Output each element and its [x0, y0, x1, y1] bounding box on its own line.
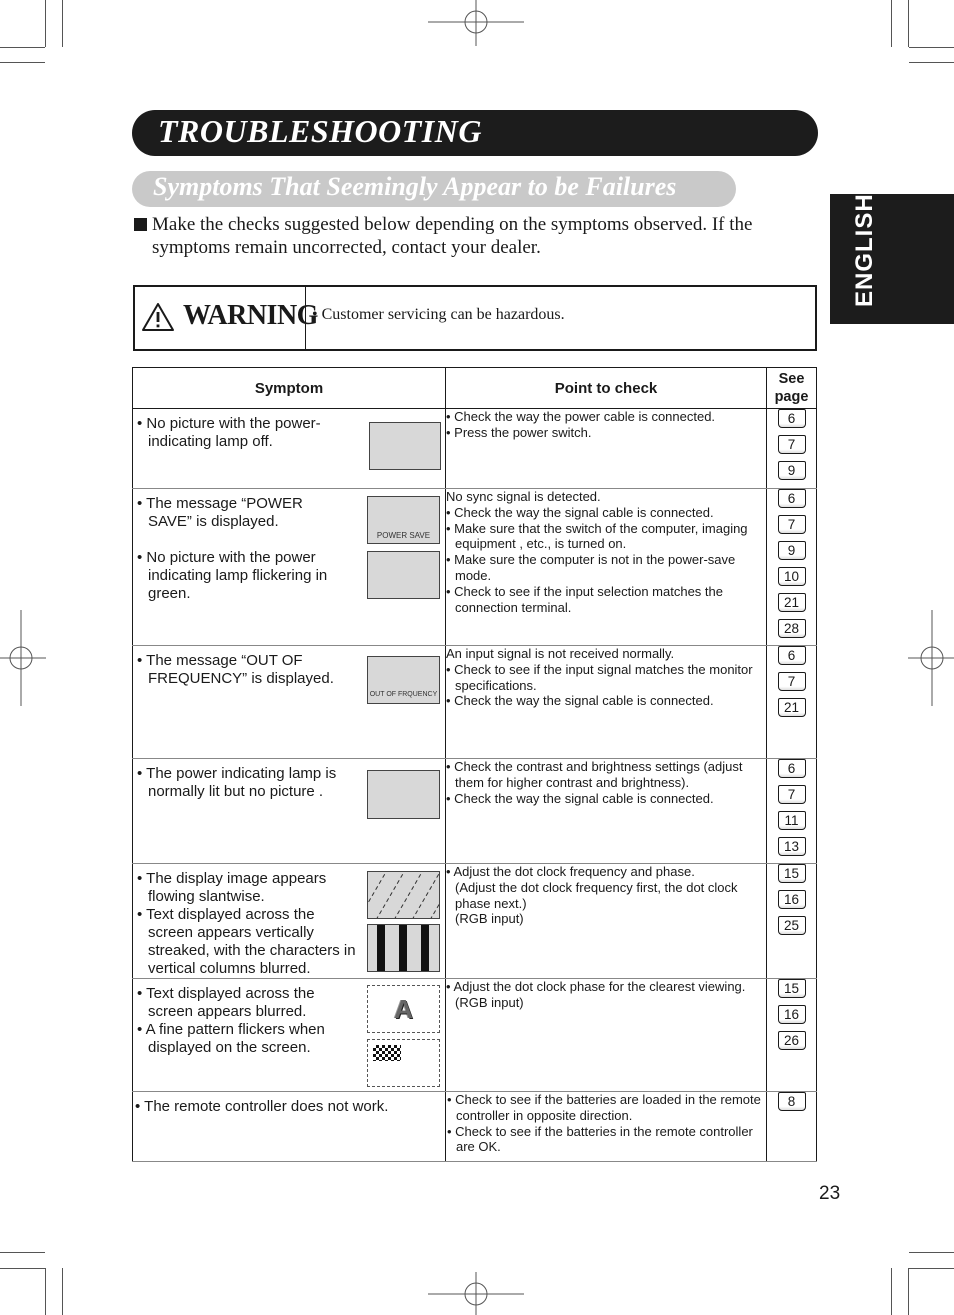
table-row — [133, 759, 817, 864]
crop-mark — [62, 0, 63, 47]
crop-mark — [62, 1268, 63, 1315]
symptom-cell — [133, 759, 446, 864]
crop-mark — [909, 62, 954, 63]
table-row — [133, 489, 817, 646]
out-of-frequency-screen-image — [367, 656, 440, 704]
table-row — [133, 1092, 817, 1162]
symptom-header: Symptom — [133, 368, 446, 409]
power-save-screen-image — [367, 496, 440, 544]
point-text: • Make sure the computer is not in the power-save mode. — [446, 552, 736, 583]
section-title: Symptoms That Seemingly Appear to be Failures — [153, 172, 677, 201]
blurred-letter-screen-image — [367, 985, 440, 1033]
point-extra: (RGB input) — [455, 911, 524, 927]
point-text: • Check to see if the batteries in the remote controller are OK. — [447, 1123, 753, 1155]
crop-mark — [0, 47, 45, 48]
symptom-cell — [133, 409, 446, 489]
point-lead: No sync signal is detected. — [446, 489, 601, 504]
page-ref: 9 — [778, 461, 806, 480]
table-row — [133, 646, 817, 759]
point-cell — [446, 979, 767, 1092]
slant-lines-screen-image — [367, 871, 440, 919]
point-header: Point to check — [446, 368, 767, 409]
page-ref: 16 — [778, 890, 806, 909]
crop-mark — [0, 1252, 45, 1253]
page-ref: 6 — [778, 759, 806, 778]
point-text: • Check the way the power cable is connected. — [446, 409, 716, 424]
point-cell — [446, 409, 767, 489]
page-ref: 25 — [778, 916, 806, 935]
point-text: • Check to see if the batteries are loaded in the remote controller in opposite direction. — [447, 1092, 761, 1123]
warning-triangle-icon — [141, 302, 175, 332]
blank-screen-image — [367, 770, 440, 819]
point-text: • Press the power switch. — [446, 424, 592, 440]
vertical-streaks-screen-image — [367, 924, 440, 972]
point-cell — [446, 1092, 767, 1162]
title-banner — [132, 110, 818, 156]
crop-mark — [909, 47, 954, 48]
point-text: • Check to see if the input signal matches the monitor specifications. — [446, 661, 753, 693]
page-cell — [767, 979, 817, 1092]
troubleshooting-table — [132, 367, 817, 1162]
symptom-text: • Text displayed across the screen appears vertically streaked, with the characters in vertical columns blurred. — [137, 906, 356, 977]
crop-mark — [0, 1268, 45, 1269]
crop-mark — [908, 1268, 909, 1315]
point-text: • Check the way the signal cable is connected. — [446, 790, 714, 806]
page-ref: 11 — [778, 811, 806, 830]
symptom-cell — [133, 646, 446, 759]
page-cell — [767, 864, 817, 979]
page-ref: 21 — [778, 593, 806, 612]
point-extra: (RGB input) — [455, 994, 524, 1010]
page-ref: 26 — [778, 1031, 806, 1050]
page-ref: 9 — [778, 541, 806, 560]
warning-label: WARNING — [183, 300, 318, 331]
symptom-text: • The power indicating lamp is normally lit but no picture . — [137, 765, 337, 800]
blurred-letter: A — [394, 994, 413, 1024]
point-text: • Check the way the signal cable is connected. — [446, 504, 714, 520]
page-ref: 7 — [778, 672, 806, 691]
symptom-text: • Text displayed across the screen appears blurred. — [137, 985, 315, 1020]
point-extra: (Adjust the dot clock frequency first, the dot clock phase next.) — [455, 879, 738, 911]
language-tab — [830, 194, 954, 324]
crop-mark — [891, 0, 892, 47]
symptom-text: • No picture with the power-indicating lamp off. — [137, 415, 321, 450]
page-header-line2: page — [774, 389, 809, 405]
page-header-line1: See — [778, 371, 805, 387]
page-ref: 7 — [778, 515, 806, 534]
language-label: ENGLISH — [851, 193, 878, 307]
page-ref: 7 — [778, 435, 806, 454]
crop-mark — [0, 62, 45, 63]
page-ref: 21 — [778, 698, 806, 717]
page-cell — [767, 759, 817, 864]
page-title: TROUBLESHOOTING — [158, 113, 482, 149]
warning-label-cell — [135, 287, 318, 349]
point-cell — [446, 646, 767, 759]
checker-pattern-screen-image — [367, 1039, 440, 1087]
symptom-text: • A fine pattern flickers when displayed on the screen. — [137, 1021, 325, 1056]
subtitle-banner — [132, 171, 736, 207]
symptom-text: • The display image appears flowing slantwise. — [137, 870, 327, 905]
point-text: • Adjust the dot clock frequency and phase. — [446, 864, 695, 879]
screen-caption: OUT OF FRQUENCY — [369, 691, 438, 698]
registration-mark-icon — [908, 610, 954, 706]
symptom-text: • The message “POWER SAVE” is displayed. — [137, 495, 303, 530]
table-row — [133, 864, 817, 979]
point-text: • Check the way the signal cable is connected. — [446, 693, 714, 709]
warning-box — [133, 285, 817, 351]
registration-mark-icon — [428, 0, 524, 48]
blank-screen-image — [369, 422, 441, 470]
page-ref: 6 — [778, 646, 806, 665]
page-ref: 8 — [778, 1092, 806, 1111]
crop-mark — [909, 1252, 954, 1253]
point-cell — [446, 864, 767, 979]
page-ref: 10 — [778, 567, 806, 586]
page-number: 23 — [819, 1183, 841, 1204]
point-lead: An input signal is not received normally. — [446, 646, 675, 661]
point-text: • Check the contrast and brightness settings (adjust them for higher contrast and brightness). — [446, 759, 743, 790]
crop-mark — [45, 1268, 46, 1315]
symptom-cell — [133, 864, 446, 979]
page-ref: 13 — [778, 837, 806, 856]
crop-mark — [909, 1268, 954, 1269]
page-ref: 28 — [778, 619, 806, 638]
page-ref: 16 — [778, 1005, 806, 1024]
page-cell — [767, 409, 817, 489]
page-ref: 6 — [778, 489, 806, 508]
table-row — [133, 409, 817, 489]
point-text: • Make sure that the switch of the computer, imaging equipment , etc., is turned on. — [446, 520, 748, 552]
registration-mark-icon — [0, 610, 46, 706]
page-ref: 15 — [778, 864, 806, 883]
crop-mark — [45, 0, 46, 47]
symptom-cell — [133, 1092, 446, 1162]
screen-caption: POWER SAVE — [376, 531, 431, 540]
square-bullet-icon — [134, 218, 147, 231]
page-ref: 7 — [778, 785, 806, 804]
warning-text: • Customer servicing can be hazardous. — [312, 306, 565, 323]
page-cell — [767, 489, 817, 646]
page-cell — [767, 1092, 817, 1162]
symptom-cell — [133, 979, 446, 1092]
symptom-text: • The message “OUT OF FREQUENCY” is displayed. — [137, 652, 334, 687]
crop-mark — [891, 1268, 892, 1315]
page-header — [767, 368, 817, 409]
crop-mark — [908, 0, 909, 47]
symptom-text: • No picture with the power indicating lamp flickering in green. — [137, 549, 328, 602]
page-cell — [767, 646, 817, 759]
symptom-text: • The remote controller does not work. — [135, 1098, 389, 1115]
intro-paragraph — [132, 213, 812, 259]
registration-mark-icon — [428, 1270, 524, 1315]
table-row — [133, 979, 817, 1092]
symptom-cell — [133, 489, 446, 646]
blank-screen-image — [367, 551, 440, 599]
point-cell — [446, 489, 767, 646]
point-text: • Check to see if the input selection matches the connection terminal. — [446, 583, 723, 615]
point-text: • Adjust the dot clock phase for the clearest viewing. — [446, 979, 746, 994]
point-cell — [446, 759, 767, 864]
page-ref: 6 — [778, 409, 806, 428]
page-ref: 15 — [778, 979, 806, 998]
intro-text: Make the checks suggested below depending on the symptoms observed. If the symptoms remain uncorrected, contact your dealer. — [152, 214, 753, 258]
